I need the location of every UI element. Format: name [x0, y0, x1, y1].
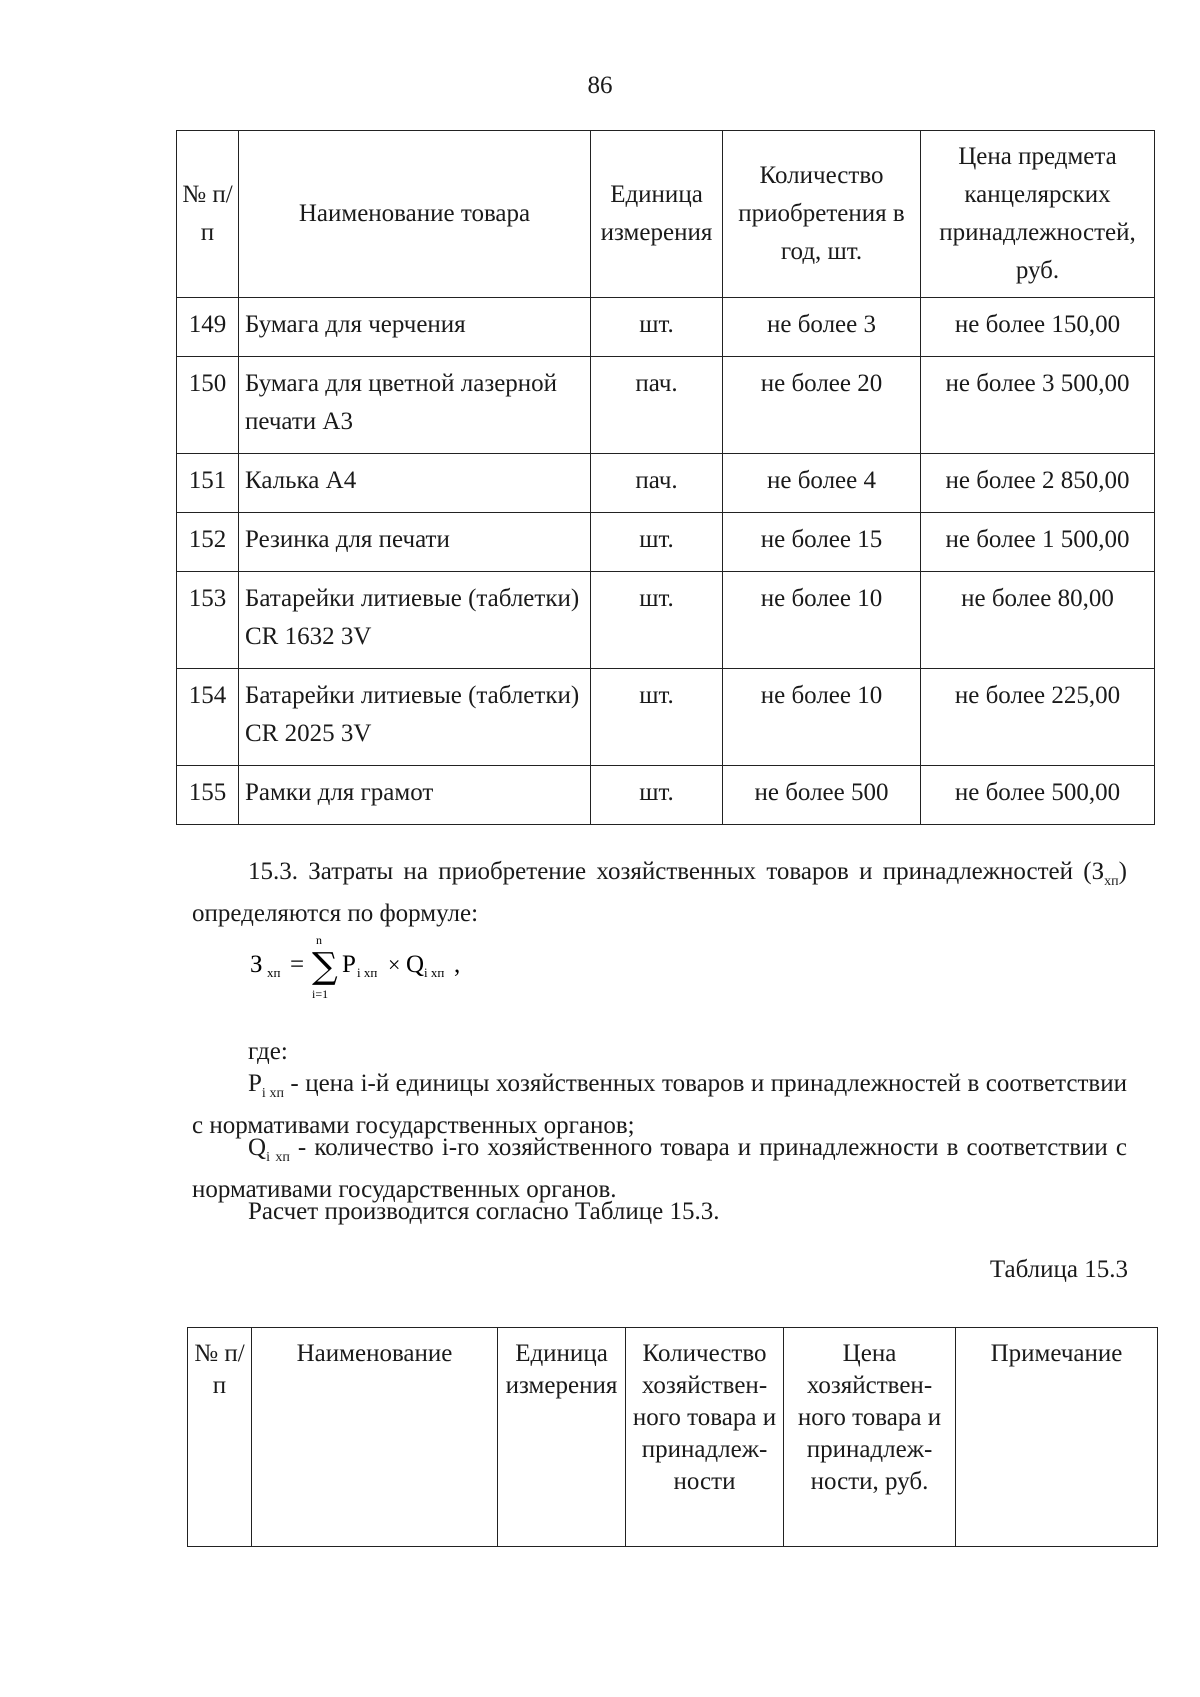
- cell-price: не более 500,00: [921, 766, 1155, 825]
- cell-name: Рамки для грамот: [239, 766, 591, 825]
- cell-qty: не более 3: [723, 298, 921, 357]
- table-row: [177, 766, 1155, 825]
- cell-name: Бумага для цветной лазерной печати А3: [239, 357, 591, 454]
- p-symbol: P: [248, 1070, 262, 1097]
- cell-qty: не более 20: [723, 357, 921, 454]
- cell-qty: не более 500: [723, 766, 921, 825]
- cell-price: не более 3 500,00: [921, 357, 1155, 454]
- cell-num: 150: [177, 357, 239, 454]
- formula-comma: ,: [454, 951, 461, 978]
- formula-lhs-sub: хп: [267, 965, 281, 980]
- intro-text-a: 15.3. Затраты на приобретение хозяйственных товаров и принадлежностей (З: [248, 858, 1105, 885]
- table-row: [177, 357, 1155, 454]
- cell-unit: шт.: [591, 572, 723, 669]
- table-caption: Таблица 15.3: [989, 1256, 1128, 1283]
- header-unit: Единица измерения: [591, 131, 723, 298]
- header-name: Наименование товара: [239, 131, 591, 298]
- table-row: [177, 572, 1155, 669]
- page-number: 86: [587, 72, 613, 99]
- cell-price: не более 2 850,00: [921, 454, 1155, 513]
- formula-times: ×: [388, 952, 401, 977]
- household-goods-table: [187, 1327, 1158, 1547]
- cell-name: Бумага для черчения: [239, 298, 591, 357]
- p-description: - цена i-й единицы хозяйственных товаров и принадлежностей в соответствии с нормативами государственных органов;: [192, 1070, 1127, 1139]
- p-definition: [192, 1068, 1127, 1142]
- cell-num: 149: [177, 298, 239, 357]
- cell-name: Резинка для печати: [239, 513, 591, 572]
- p-symbol-sub: i хп: [261, 1086, 284, 1101]
- cell-name: Батарейки литиевые (таблетки) CR 1632 3V: [239, 572, 591, 669]
- header-qty: Количество хозяйствен-ного товара и принадлеж-ности: [626, 1328, 784, 1547]
- header-price: Цена хозяйствен-ного товара и принадлеж-ности, руб.: [784, 1328, 956, 1547]
- formula-lhs: З: [250, 951, 263, 978]
- intro-text-b: ) определяются по формуле:: [192, 858, 1127, 927]
- calc-note: Расчет производится согласно Таблице 15.3.: [248, 1198, 720, 1225]
- formula-upper-limit: n: [316, 933, 322, 947]
- cell-num: 152: [177, 513, 239, 572]
- table-header-row: [188, 1328, 1158, 1547]
- cell-unit: шт.: [591, 766, 723, 825]
- cell-num: 154: [177, 669, 239, 766]
- cell-price: не более 150,00: [921, 298, 1155, 357]
- table-row: [177, 298, 1155, 357]
- header-price: Цена предмета канцелярских принадлежностей, руб.: [921, 131, 1155, 298]
- q-definition: [192, 1132, 1127, 1206]
- cell-name: Батарейки литиевые (таблетки) CR 2025 3V: [239, 669, 591, 766]
- cell-qty: не более 4: [723, 454, 921, 513]
- cell-unit: пач.: [591, 357, 723, 454]
- cell-price: не более 80,00: [921, 572, 1155, 669]
- section-intro: [192, 856, 1127, 930]
- cell-qty: не более 10: [723, 669, 921, 766]
- formula-q: Q: [406, 951, 425, 978]
- where-label: где:: [248, 1038, 288, 1065]
- formula-q-sub: i хп: [424, 965, 445, 980]
- table-header-row: [177, 131, 1155, 298]
- cell-num: 153: [177, 572, 239, 669]
- header-num: № п/п: [177, 131, 239, 298]
- header-qty: Количество приобретения в год, шт.: [723, 131, 921, 298]
- table-row: [177, 513, 1155, 572]
- stationery-table: [176, 130, 1155, 825]
- formula-p-sub: i хп: [357, 965, 378, 980]
- cell-unit: шт.: [591, 513, 723, 572]
- intro-subscript: хп: [1104, 874, 1119, 889]
- cell-unit: шт.: [591, 298, 723, 357]
- cell-qty: не более 10: [723, 572, 921, 669]
- cell-num: 155: [177, 766, 239, 825]
- cost-formula: [250, 932, 510, 1002]
- cell-name: Калька А4: [239, 454, 591, 513]
- header-note: Примечание: [956, 1328, 1158, 1547]
- q-symbol-sub: i хп: [266, 1150, 290, 1165]
- q-description: - количество i-го хозяйственного товара и принадлежности в соответствии с нормативами государственных органов.: [192, 1134, 1127, 1203]
- header-num: № п/п: [188, 1328, 252, 1547]
- formula-equals: =: [290, 951, 305, 978]
- formula-sum-sign: ∑: [312, 946, 338, 987]
- table-row: [177, 454, 1155, 513]
- header-unit: Единица измерения: [498, 1328, 626, 1547]
- cell-price: не более 225,00: [921, 669, 1155, 766]
- formula-lower-limit: i=1: [312, 987, 329, 1001]
- cell-price: не более 1 500,00: [921, 513, 1155, 572]
- header-name: Наименование: [252, 1328, 498, 1547]
- cell-unit: пач.: [591, 454, 723, 513]
- table-row: [177, 669, 1155, 766]
- cell-qty: не более 15: [723, 513, 921, 572]
- cell-num: 151: [177, 454, 239, 513]
- q-symbol: Q: [248, 1134, 267, 1161]
- cell-unit: шт.: [591, 669, 723, 766]
- formula-p: P: [342, 951, 356, 978]
